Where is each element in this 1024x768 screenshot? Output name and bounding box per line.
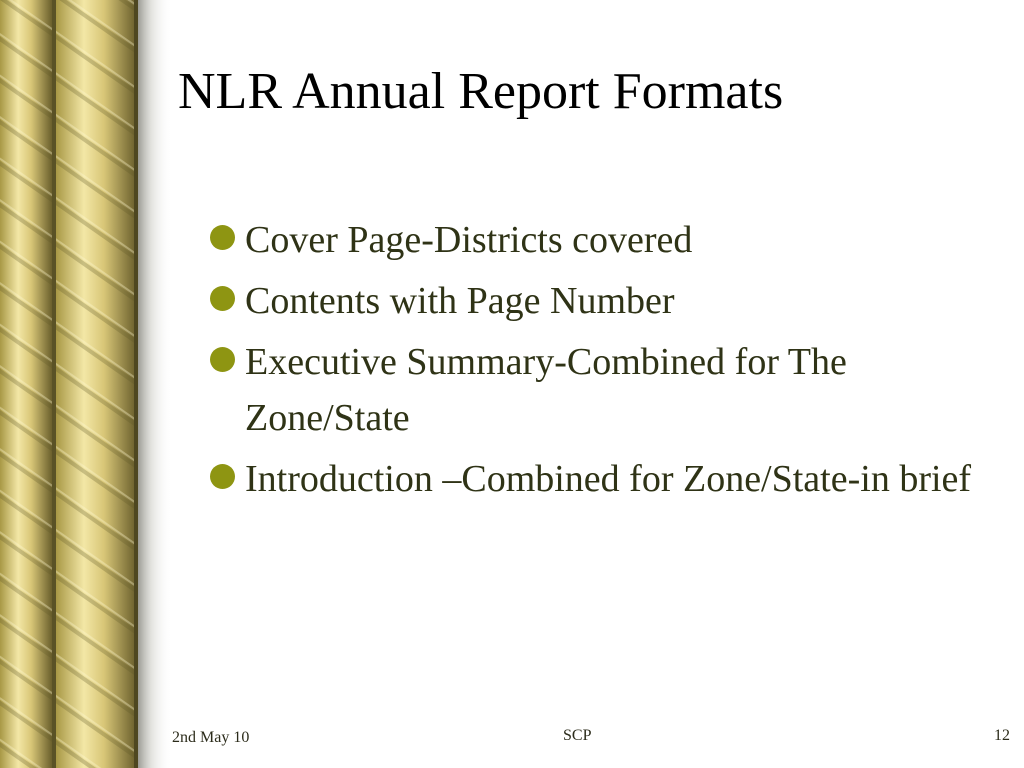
list-item [210,273,1000,329]
bullet-text: Introduction –Combined for Zone/State-in brief [245,458,972,500]
list-item [210,212,1000,268]
bullet-dot-icon [210,225,235,250]
bullet-text: Contents with Page Number [245,280,675,322]
page-number: 12 [994,727,1010,744]
bullet-dot-icon [210,464,235,489]
bullet-text: Cover Page-Districts covered [245,219,693,261]
footer-date: 2nd May 10 [172,729,250,746]
decorative-pillar-band [0,0,172,768]
footer-center-text: SCP [563,727,592,744]
bullet-dot-icon [210,347,235,372]
list-item [210,451,1000,507]
bullet-dot-icon [210,286,235,311]
bullet-text: Executive Summary-Combined for The Zone/State [245,341,847,439]
slide-title: NLR Annual Report Formats [178,63,784,120]
bullet-list [210,212,1000,512]
list-item [210,334,1000,446]
